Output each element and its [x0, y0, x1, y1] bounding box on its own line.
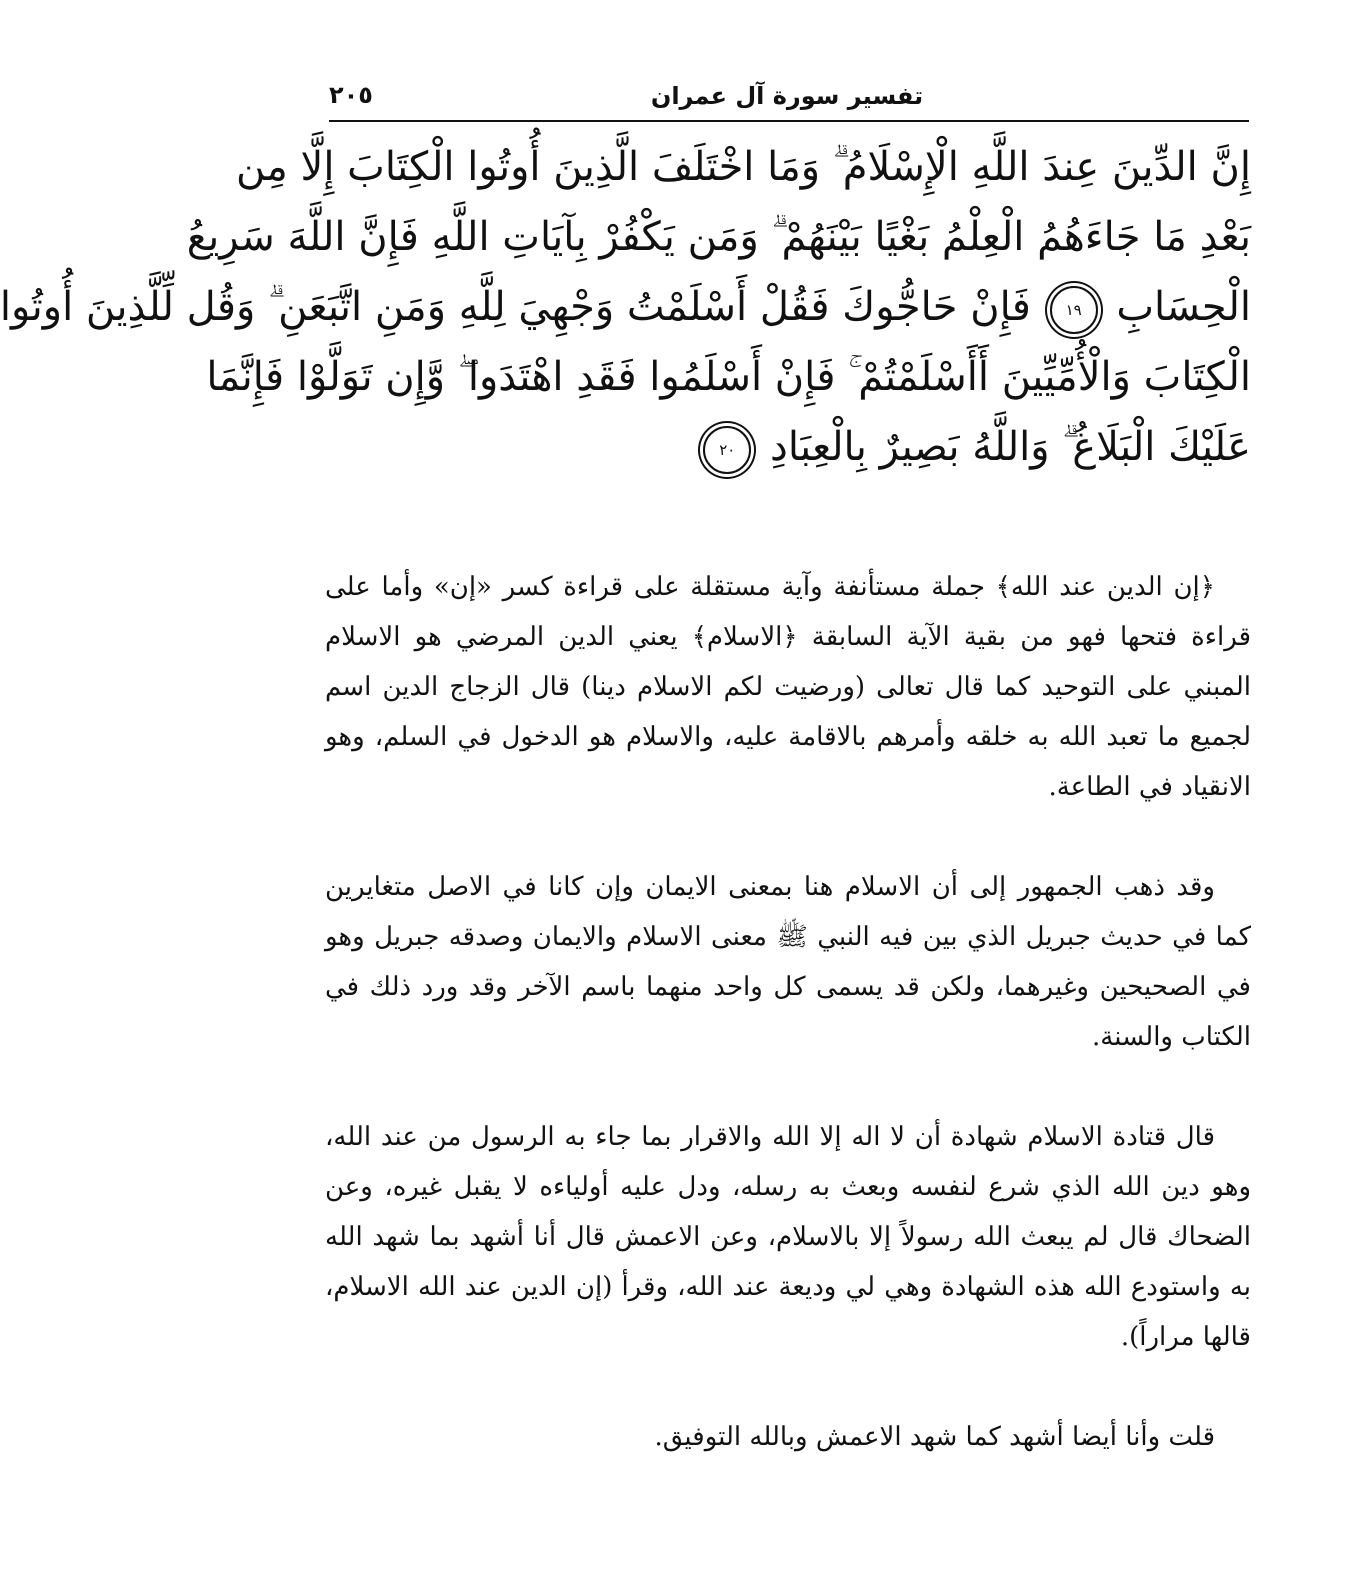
commentary-paragraph: قلت وأنا أيضا أشهد كما شهد الاعمش وبالله التوفيق. [654, 1422, 1215, 1452]
verse-line: الْحِسَابِ ١٩ فَإِنْ حَاجُّوكَ فَقُلْ أَسْلَمْتُ وَجْهِيَ لِلَّهِ وَمَنِ اتَّبَعَنِ ۗ وَقُل لِّلَّذِينَ أُوتُوا [325, 272, 1251, 342]
quran-verses [0, 132, 1251, 482]
verse-line: بَعْدِ مَا جَاءَهُمُ الْعِلْمُ بَغْيًا بَيْنَهُمْ ۗ وَمَن يَكْفُرْ بِآيَاتِ اللَّهِ فَإِنَّ اللَّهَ سَرِيعُ [186, 214, 1251, 260]
commentary-paragraph: ﴿إن الدين عند الله﴾ جملة مستأنفة وآية مستقلة على قراءة كسر «إن» وأما على قراءة فتحها فهو من بقية الآية السابقة ﴿الاسلام﴾ يعني الدين المرضي هو الاسلام المبني على التوحيد كما قال تعالى (ورضيت لكم الاسلام دينا) قال الزجاج الدين اسم لجميع ما تعبد الله به خلقه وأمرهم بالاقامة عليه، والاسلام هو الدخول في السلم، وهو الانقياد في الطاعة. [325, 572, 1251, 802]
ayah-marker-19: ١٩ [1050, 286, 1098, 334]
commentary-paragraph: وقد ذهب الجمهور إلى أن الاسلام هنا بمعنى الايمان وإن كانا في الاصل متغايرين كما في حديث جبريل الذي بين فيه النبي ﷺ معنى الاسلام والايمان وصدقه جبريل وهو في الصحيحين وغيرهما، ولكن قد يسمى كل واحد منهما باسم الآخر وقد ورد ذلك في الكتاب والسنة. [325, 872, 1251, 1052]
page-header [329, 78, 1245, 114]
verse-line: إِنَّ الدِّينَ عِندَ اللَّهِ الْإِسْلَامُ ۗ وَمَا اخْتَلَفَ الَّذِينَ أُوتُوا الْكِتَابَ إِلَّا مِن [235, 144, 1251, 190]
running-title: تفسير سورة آل عمران [650, 82, 924, 110]
header-rule [329, 120, 1249, 122]
verse-line: الْكِتَابَ وَالْأُمِّيِّينَ أَأَسْلَمْتُمْ ۚ فَإِنْ أَسْلَمُوا فَقَدِ اهْتَدَوا ۖ وَّإِن تَوَلَّوْا فَإِنَّمَا [206, 354, 1251, 400]
ayah-marker-20: ٢٠ [703, 426, 751, 474]
commentary-paragraph: قال قتادة الاسلام شهادة أن لا اله إلا الله والاقرار بما جاء به الرسول من عند الله، وهو دين الله الذي شرع لنفسه وبعث به رسله، ودل عليه أولياءه لا يقبل غيره، وعن الضحاك قال لم يبعث الله رسولاً إلا بالاسلام، وعن الاعمش قال أنا أشهد بما شهد الله به واستودع الله هذه الشهادة وهي لي وديعة عند الله، وقرأ (إن الدين عند الله الاسلام، قالها مراراً). [325, 1122, 1251, 1352]
verse-line: عَلَيْكَ الْبَلَاغُ ۗ وَاللَّهُ بَصِيرٌ بِالْعِبَادِ ٢٠ [325, 412, 1251, 482]
page-number: ٢٠٥ [329, 81, 373, 109]
